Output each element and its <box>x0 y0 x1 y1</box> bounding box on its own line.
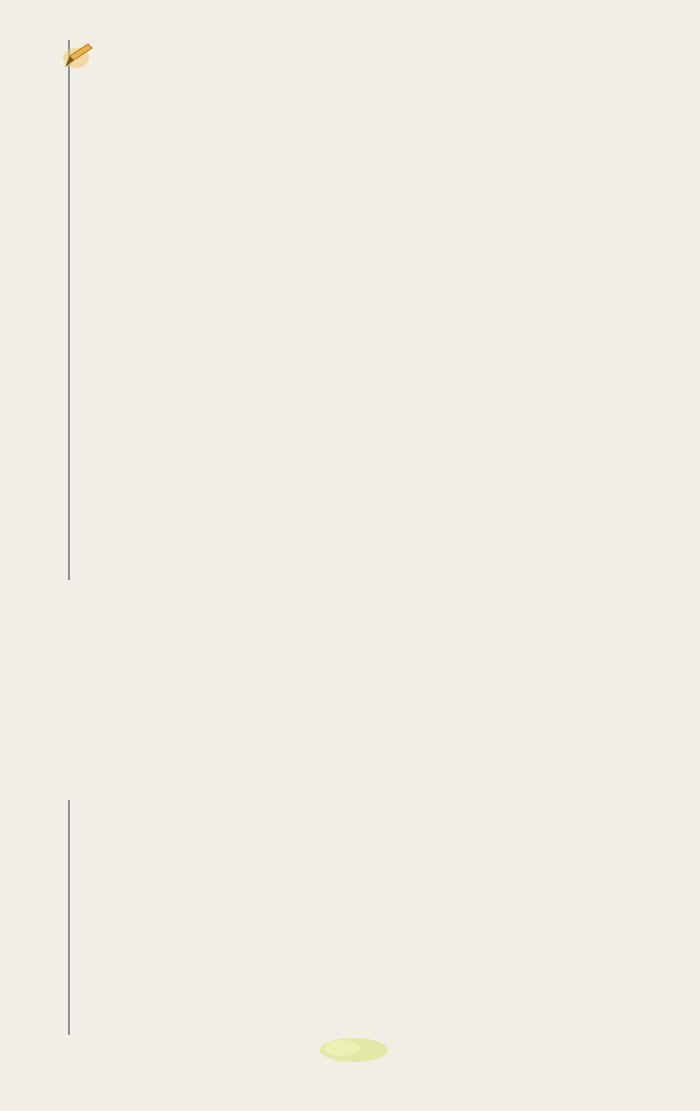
page-content <box>84 38 668 50</box>
pencil-icon <box>62 42 96 70</box>
margin-rule-bottom <box>68 800 70 1035</box>
page-number-badge <box>318 1036 390 1064</box>
margin-rule-top <box>68 40 70 580</box>
